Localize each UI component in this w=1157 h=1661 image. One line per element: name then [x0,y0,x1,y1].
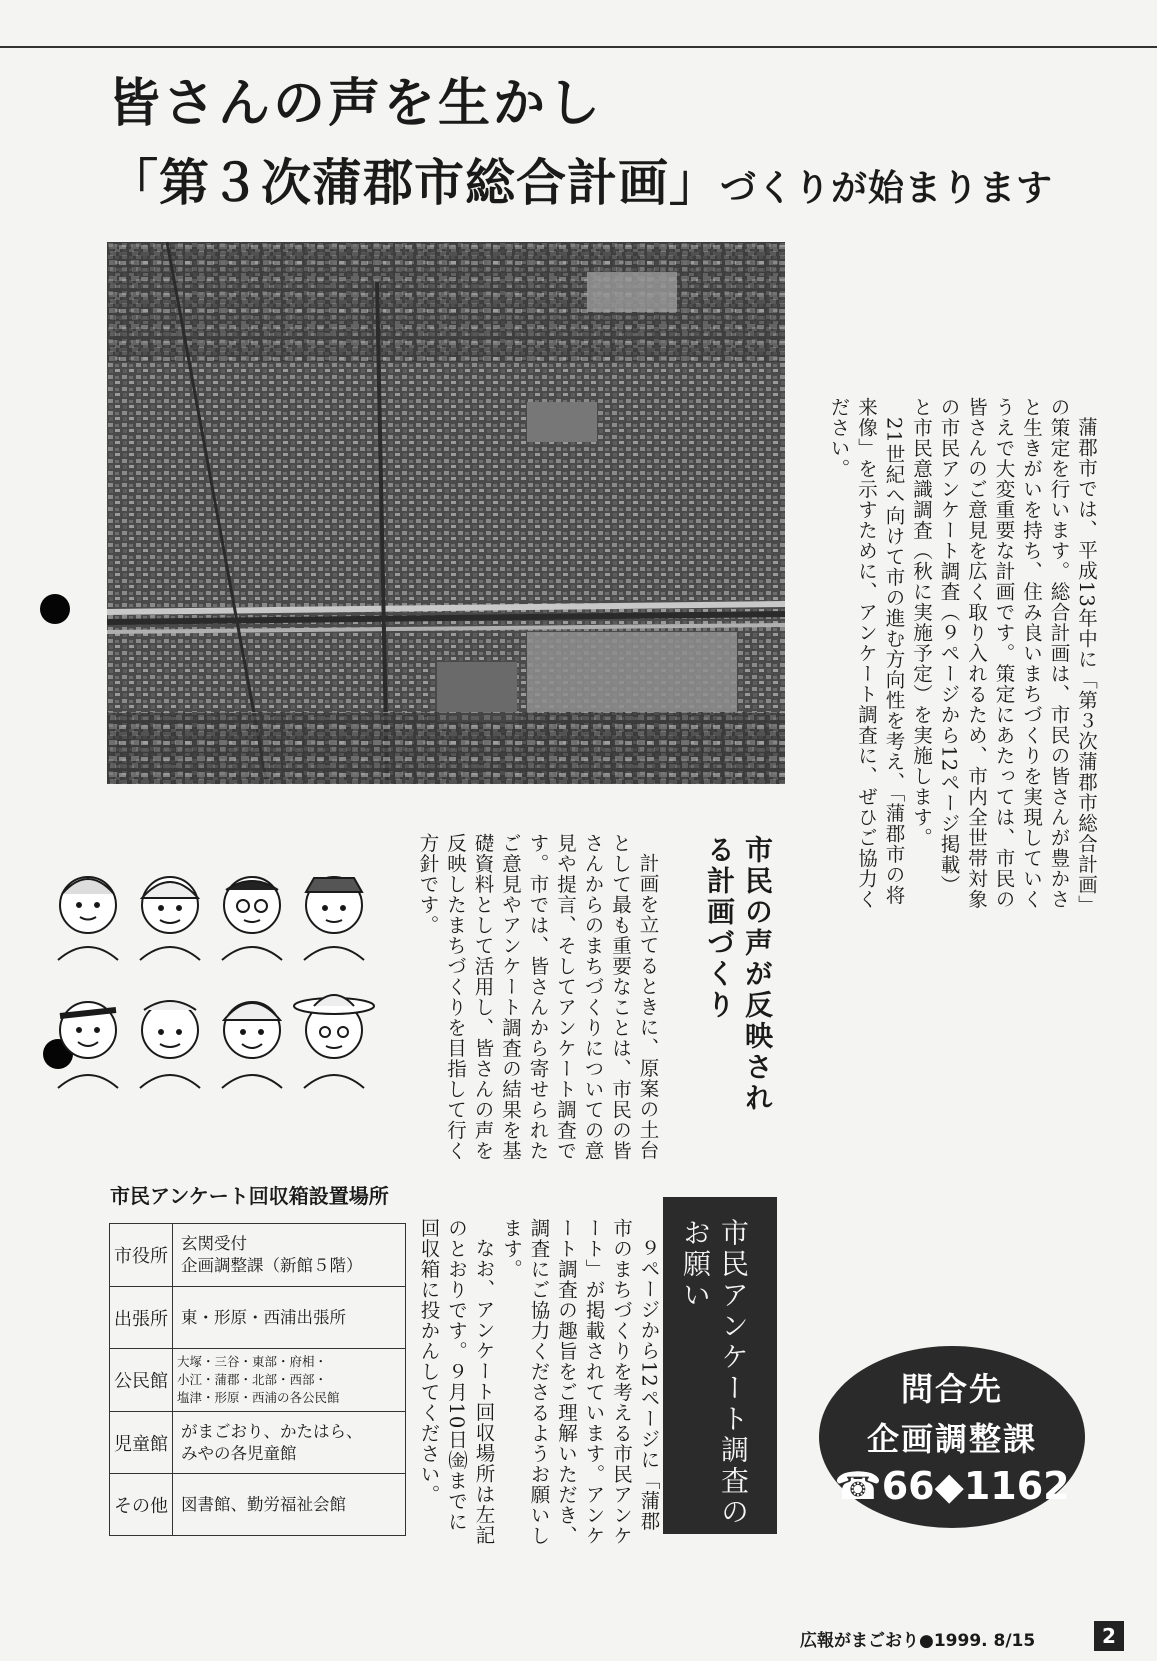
table-row [110,1287,406,1349]
place-line: 玄関受付 [181,1234,247,1253]
section-heading-survey-request: 市民アンケート調査のお願い [679,1218,750,1528]
table-row [110,1412,406,1474]
intro-text [825,397,1100,912]
intro-paragraph: 21世紀へ向けて市の進む方向性を考え、「蒲郡市の将来像」を示すために、アンケート調査に、ぜひご協力ください。 [827,397,906,910]
contact-info-oval [819,1346,1085,1528]
table-title: 市民アンケート回収箱設置場所 [110,1184,389,1208]
punch-hole [40,594,70,624]
place-line: 東・形原・西浦出張所 [181,1307,346,1327]
table-category: 市役所 [110,1224,173,1287]
place-line: 図書館、勤労福祉会館 [181,1494,346,1514]
character-face [58,877,118,960]
table-place [173,1224,406,1287]
section-paragraph: なお、アンケート回収場所は左記のとおりです。９月10日㈮までに回収箱に投かんしてください。 [417,1218,496,1545]
table-place [173,1412,406,1474]
collection-box-table [109,1223,406,1536]
place-line: がまごおり、かたはら、 [181,1421,363,1441]
aerial-city-photo [107,242,785,784]
contact-department: 企画調整課 [866,1420,1037,1458]
intro-paragraph: 蒲郡市では、平成13年中に「第３次蒲郡市総合計画」の策定を行います。総合計画は、市民の皆さんが豊かさと生きがいを持ち、住み良いまちづくりを実現していくうえで大変重要な計画です。策定にあたっては、市民の皆さんのご意見を広く取り入れるため、市内全世帯対象の市民アンケート調査（９ページから12ページ掲載）と市民意識調査（秋に実施予定）を実施します。 [910,397,1098,910]
table-category: 出張所 [110,1287,173,1349]
table-category: その他 [110,1474,173,1536]
contact-label: 問合先 [900,1370,1003,1408]
headline-line-2 [108,154,1054,212]
place-line: 塩津・形原・西浦の各公民館 [177,1390,340,1405]
page-number: 2 [1094,1621,1124,1651]
place-line: 企画調整課（新館５階） [181,1256,363,1275]
table-category: 公民館 [110,1349,173,1412]
publication-info: 広報がまごおり●1999. 8/15 [800,1631,1036,1651]
section-paragraph: 計画を立てるときに、原案の土台として最も重要なことは、市民の皆さんからのまちづくりについての意見や提言、そしてアンケート調査です。市では、皆さんから寄せられたご意見やアンケート調査の結果を基礎資料として活用し、皆さんの声を反映したまちづくりを目指して行く方針です。 [416,833,660,1161]
place-line: みやの各児童館 [181,1443,297,1463]
section-paragraph: ９ページから12ページに「蒲郡市のまちづくりを考える市民アンケート」が掲載されています。アンケート調査の趣旨をご理解いただき、調査にご協力くださるようお願いします。 [500,1218,661,1546]
citizen-characters-illustration [48,860,388,1124]
table-place [173,1349,406,1412]
headline-line-1: 皆さんの声を生かし [108,74,604,134]
table-row [110,1474,406,1536]
section-body-survey-request [415,1218,663,1548]
headline-plan-name: 「第３次蒲郡市総合計画」 [108,154,720,212]
headline-tail: づくりが始まります [720,168,1054,209]
top-rule [0,46,1157,48]
place-line: 小江・蒲郡・北部・西部・ [177,1372,328,1387]
table-row [110,1224,406,1287]
table-row [110,1349,406,1412]
section-body-citizen-voice [414,833,662,1163]
table-category: 児童館 [110,1412,173,1474]
place-line: 大塚・三谷・東部・府相・ [177,1354,328,1369]
table-place [173,1474,406,1536]
contact-phone: ☎66◆1162 [834,1464,1070,1508]
section-heading-citizen-voice: 市民の声が反映される計画づくり [703,835,774,1114]
table-place [173,1287,406,1349]
